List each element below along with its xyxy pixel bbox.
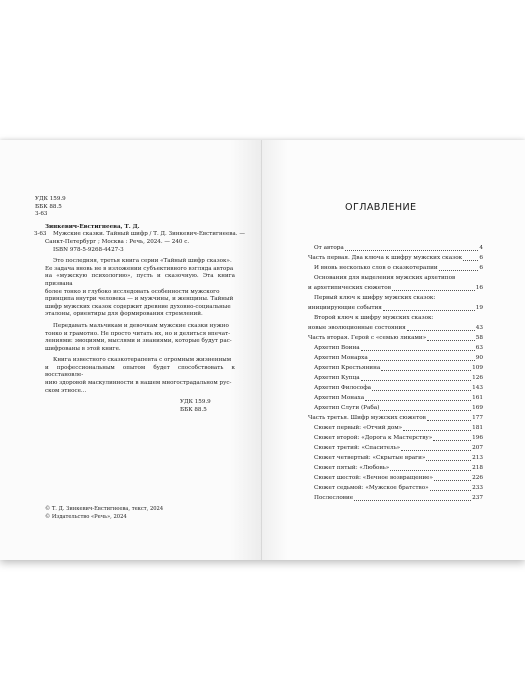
toc-entry bbox=[308, 413, 483, 423]
catalog-line-2: Санкт-Петербург ; Москва : Речь, 2024. — 240 с. bbox=[45, 238, 190, 245]
annotation-line: Книга известного сказкотерапевта с огромным жизненным bbox=[53, 357, 232, 364]
toc-entry bbox=[308, 243, 483, 253]
annotation-line: эталоны, ориентиры для формирования стремлений. bbox=[45, 311, 203, 318]
toc-entry-title: Архетип Слуги (Раба) bbox=[314, 405, 380, 411]
toc-entry-title: От автора bbox=[314, 245, 344, 251]
catalog-record bbox=[34, 223, 245, 254]
toc-entry-title: Основания для выделения мужских архетипов bbox=[314, 275, 456, 281]
udk-code: УДК 159.9 bbox=[35, 196, 66, 202]
toc-entry bbox=[308, 463, 483, 473]
toc-entry-title: Сюжет пятый: «Любовь» bbox=[314, 465, 390, 471]
toc-entry-page: 237 bbox=[472, 495, 483, 501]
toc-entry bbox=[308, 423, 483, 433]
toc-entry-title: Архетип Крестьянина bbox=[314, 365, 381, 371]
toc-entry-page: 143 bbox=[472, 385, 483, 391]
bbk-code: ББК 88.5 bbox=[35, 203, 62, 210]
toc-entry bbox=[308, 363, 483, 373]
toc-entry-page: 16 bbox=[475, 285, 483, 291]
toc-entry bbox=[308, 383, 483, 393]
toc-entry bbox=[308, 293, 483, 313]
copyright-publisher: © Издательство «Речь», 2024 bbox=[45, 513, 127, 520]
imprint-block bbox=[34, 196, 245, 414]
toc-entry bbox=[308, 433, 483, 443]
annotation-line: более тонко и глубоко исследовать особенности мужского bbox=[45, 288, 220, 295]
toc-entry-page: 109 bbox=[472, 365, 483, 371]
toc-entry bbox=[308, 443, 483, 453]
toc-entry-page: 58 bbox=[475, 335, 483, 341]
toc-entry bbox=[308, 263, 483, 273]
toc-entry-title: Сюжет седьмой: «Мужское братство» bbox=[314, 485, 429, 491]
toc-entry-title: Архетип Монарха bbox=[314, 355, 368, 361]
annotation-line: шифрованы в этой книге. bbox=[45, 345, 121, 352]
toc-entry-title-cont: и архетипических сюжетов bbox=[308, 285, 391, 291]
toc-entry bbox=[308, 373, 483, 383]
isbn: ISBN 978-5-9268-4427-3 bbox=[53, 246, 124, 253]
toc-entry-title-cont: новые эволюционные состояния bbox=[308, 325, 406, 331]
toc-entry-page: 90 bbox=[475, 355, 483, 361]
classification-codes-bottom bbox=[35, 399, 235, 414]
toc-entry-title: Архетип Философа bbox=[314, 385, 372, 391]
toc-entry-page: 63 bbox=[475, 345, 483, 351]
annotation-line: Это последняя, третья книга серии «Тайный шифр сказок». bbox=[53, 258, 232, 265]
annotation-line: на «мужскую психологию», пусть и сказочную. Эта книга призвана bbox=[45, 273, 235, 287]
toc-entry-page: 19 bbox=[475, 305, 483, 311]
toc-entry-page: 6 bbox=[479, 265, 483, 271]
udk-code-bottom: УДК 159.9 bbox=[180, 399, 211, 406]
toc-entry bbox=[308, 473, 483, 483]
toc-entry-title: И вновь несколько слов о сказкотерапии bbox=[314, 265, 438, 271]
bbk-code-bottom: ББК 88.5 bbox=[180, 406, 207, 413]
toc-entry bbox=[308, 403, 483, 413]
toc-entry-page: 207 bbox=[472, 445, 483, 451]
toc-entry-page: 226 bbox=[472, 475, 483, 481]
copyright-author: © Т. Д. Зинкевич-Евстигнеева, текст, 2024 bbox=[45, 506, 164, 512]
toc-entry bbox=[308, 493, 483, 503]
toc-entry bbox=[308, 393, 483, 403]
toc-entry-page: 233 bbox=[472, 485, 483, 491]
toc-entry-page: 161 bbox=[472, 395, 483, 401]
annotation-line: нию здоровой маскулинности в нашем многострадальном рус- bbox=[45, 380, 232, 387]
toc-entry-page: 181 bbox=[472, 425, 483, 431]
toc-entry bbox=[308, 343, 483, 353]
copyright-block bbox=[45, 506, 245, 521]
annotation-line: Передавать мальчикам и девочкам мужские сказки нужно bbox=[53, 322, 229, 329]
toc-entry-page: 126 bbox=[472, 375, 483, 381]
toc-entry-page: 169 bbox=[472, 405, 483, 411]
toc-entry bbox=[308, 253, 483, 263]
annotation-line: шифр мужских сказок содержит древние духовно-социальные bbox=[45, 303, 231, 310]
toc-entry-title: Архетип Монаха bbox=[314, 395, 365, 401]
toc-entry bbox=[308, 313, 483, 333]
annotation-line: Ее задача вновь не в изложении субъективного взгляда автора bbox=[45, 265, 234, 272]
toc-entry-title-cont: инициирующие события bbox=[308, 305, 382, 311]
author-code-margin: З-63 bbox=[34, 231, 47, 238]
toc-entry-page: 4 bbox=[479, 245, 483, 251]
annotation-line: лениями: эмоциями, мыслями и знаниями, которые будут рас- bbox=[45, 338, 232, 345]
annotation-line: принципа внутри человека — и мужчины, и женщины. Тайный bbox=[45, 296, 234, 303]
toc-entry-page: 43 bbox=[475, 325, 483, 331]
toc-entry bbox=[308, 353, 483, 363]
author-name: Зинкевич-Евстигнеева, Т. Д. bbox=[45, 223, 140, 230]
toc-entry-title: Сюжет шестой: «Вечное возвращение» bbox=[314, 475, 433, 481]
toc-entry-page: 213 bbox=[472, 455, 483, 461]
toc-entry-page: 196 bbox=[472, 435, 483, 441]
table-of-contents bbox=[308, 243, 483, 503]
annotation-line: и профессиональным опытом будет способствовать к восстановле- bbox=[45, 364, 235, 379]
toc-entry bbox=[308, 483, 483, 493]
toc-entry-title: Сюжет четвертый: «Скрытые враги» bbox=[314, 455, 426, 461]
toc-entry bbox=[308, 273, 483, 293]
toc-entry bbox=[308, 453, 483, 463]
toc-entry-title: Архетип Воина bbox=[314, 345, 360, 351]
toc-entry-title: Первый ключ к шифру мужских сказок: bbox=[314, 295, 436, 301]
toc-entry-page: 218 bbox=[472, 465, 483, 471]
classification-codes bbox=[35, 196, 235, 219]
toc-entry-title: Послесловие bbox=[314, 495, 354, 501]
annotation bbox=[35, 258, 235, 395]
toc-entry-page: 177 bbox=[472, 415, 483, 421]
toc-entry-title: Часть вторая. Герой с «семью ликами» bbox=[308, 335, 427, 341]
left-page bbox=[0, 140, 262, 560]
toc-entry bbox=[308, 333, 483, 343]
toc-entry-title: Часть третья. Шифр мужских сюжетов bbox=[308, 415, 426, 421]
toc-entry-page: 6 bbox=[479, 255, 483, 261]
toc-entry-title: Часть первая. Два ключа к шифру мужских сказок bbox=[308, 255, 463, 261]
toc-entry-title: Сюжет первый: «Отчий дом» bbox=[314, 425, 403, 431]
catalog-line-1: Мужские сказки. Тайный шифр / Т. Д. Зинкевич-Евстигнеева. — bbox=[53, 231, 245, 238]
toc-title: ОГЛАВЛЕНИЕ bbox=[345, 202, 417, 213]
annotation-line: ском этносе... bbox=[45, 387, 87, 394]
toc-entry-title: Архетип Купца bbox=[314, 375, 360, 381]
annotation-line: тонко и грамотно. Не просто читать их, но и делиться впечат- bbox=[45, 330, 231, 337]
toc-entry-title: Сюжет третий: «Спаситель» bbox=[314, 445, 401, 451]
toc-entry-title: Второй ключ к шифру мужских сказок: bbox=[314, 315, 434, 321]
author-sign: З-63 bbox=[35, 211, 48, 218]
toc-entry-title: Сюжет второй: «Дорога к Мастерству» bbox=[314, 435, 433, 441]
